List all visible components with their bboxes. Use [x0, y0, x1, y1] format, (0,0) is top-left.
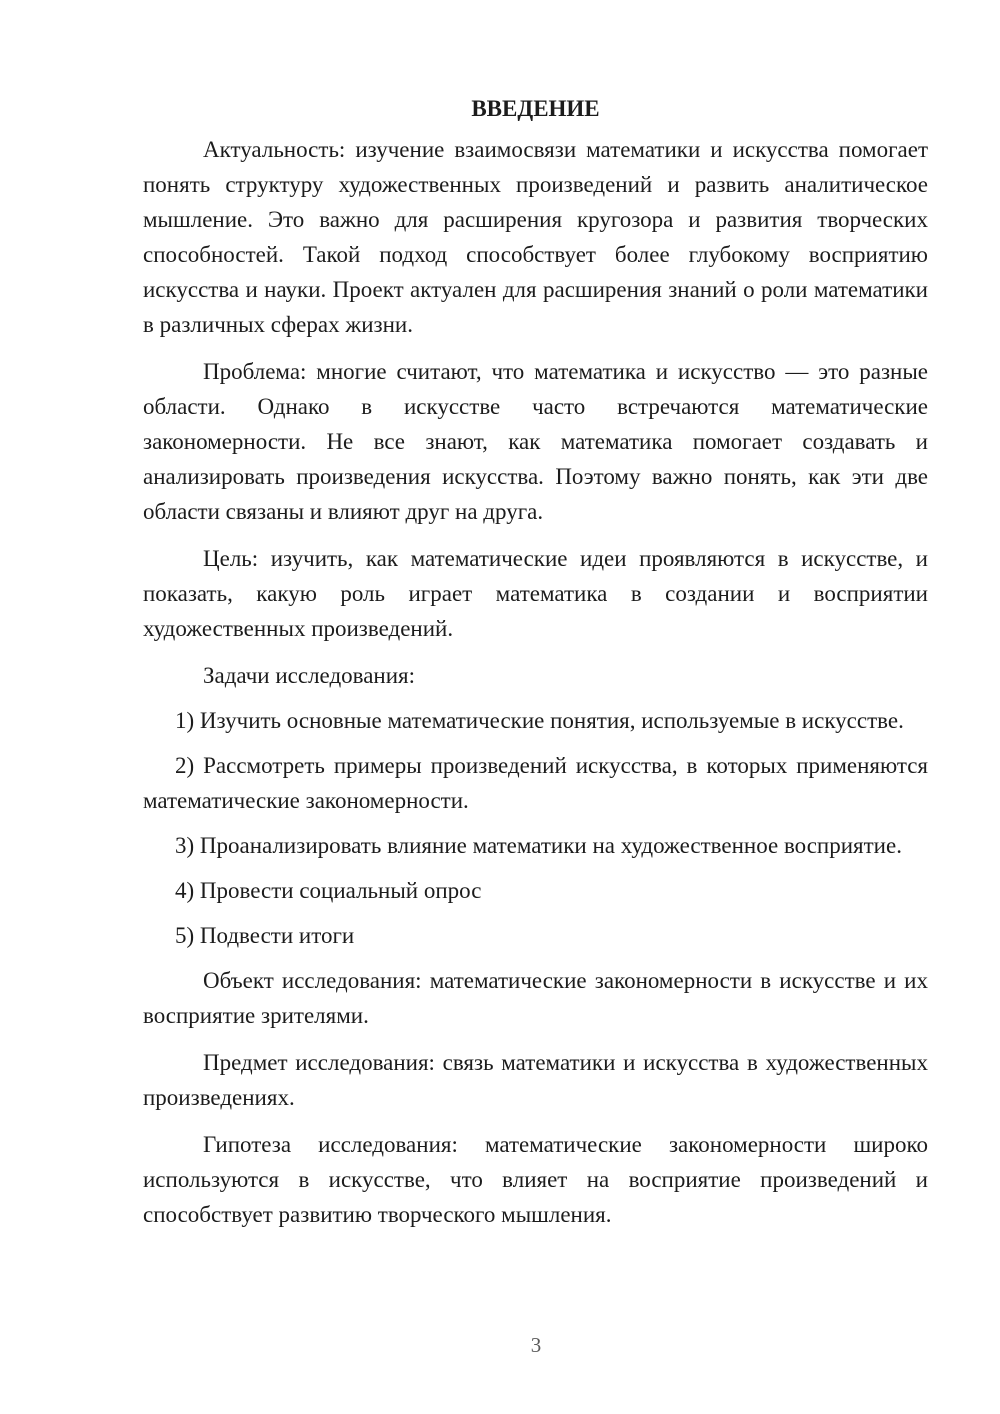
list-item: 1) Изучить основные математические понятия, используемые в искусстве.: [175, 708, 904, 733]
list-item: 4) Провести социальный опрос: [175, 878, 482, 903]
subject-paragraph: Предмет исследования: связь математики и искусства в художественных произведениях.: [143, 1050, 928, 1110]
problem-paragraph: Проблема: многие считают, что математика и искусство — это разные области. Однако в искусстве часто встречаются математические закономерности. Не все знают, как математика помогает создавать и анализировать произведения искусства. Поэтому важно понять, как эти две области связаны и влияют друг на друга.: [143, 359, 928, 524]
tasks-heading: Задачи исследования:: [203, 663, 416, 688]
object-paragraph: Объект исследования: математические закономерности в искусстве и их восприятие зрителями.: [143, 968, 928, 1028]
page-number: 3: [530, 1333, 542, 1357]
relevance-paragraph: Актуальность: изучение взаимосвязи математики и искусства помогает понять структуру художественных произведений и развить аналитическое мышление. Это важно для расширения кругозора и развития творческих способностей. Такой подход способствует более глубокому восприятию искусства и науки. Проект актуален для расширения знаний о роли математики в различных сферах жизни.: [143, 137, 928, 337]
list-item: 2) Рассмотреть примеры произведений искусства, в которых применяются математические закономерности.: [143, 753, 928, 813]
hypothesis-paragraph: Гипотеза исследования: математические закономерности широко используются в искусстве, что влияет на восприятие произведений и способствует развитию творческого мышления.: [143, 1132, 928, 1227]
document-page: [143, 92, 928, 1244]
list-item: 3) Проанализировать влияние математики на художественное восприятие.: [175, 833, 902, 858]
goal-paragraph: Цель: изучить, как математические идеи проявляются в искусстве, и показать, какую роль играет математика в создании и восприятии художественных произведений.: [143, 546, 928, 641]
list-item: 5) Подвести итоги: [175, 923, 355, 948]
section-title: ВВЕДЕНИЕ: [471, 96, 600, 121]
tasks-list: [143, 703, 928, 953]
